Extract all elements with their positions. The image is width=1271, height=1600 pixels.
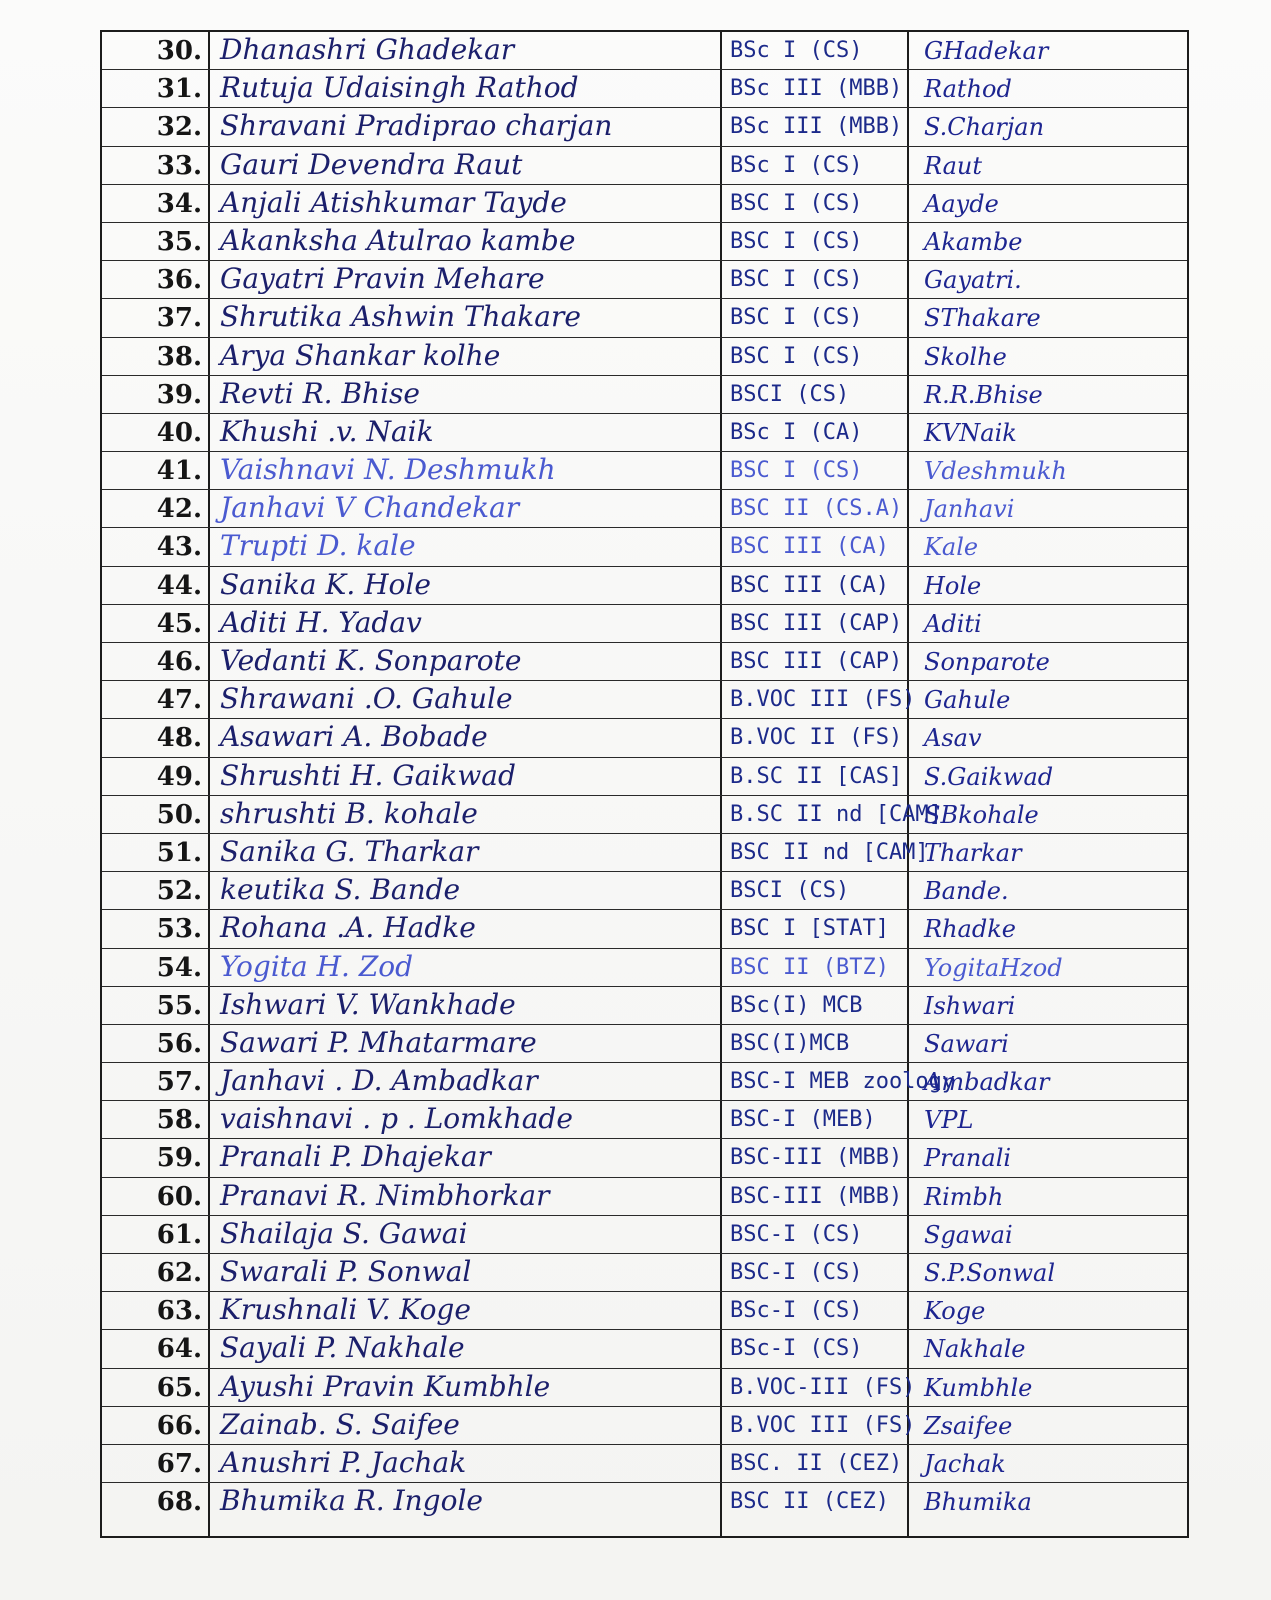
course-class: BSc III (MBB) bbox=[730, 114, 903, 140]
course-class: BSC-I (CS) bbox=[730, 1260, 863, 1285]
table-row bbox=[102, 910, 1187, 948]
course-class: BSc III (MBB) bbox=[730, 76, 903, 102]
table-row bbox=[102, 147, 1187, 185]
signature: Koge bbox=[924, 1297, 986, 1326]
student-name: Vaishnavi N. Deshmukh bbox=[220, 453, 556, 487]
serial-number: 50. bbox=[156, 799, 202, 830]
signature: SBkohale bbox=[924, 800, 1039, 829]
serial-number: 46. bbox=[156, 647, 202, 677]
table-row bbox=[102, 567, 1187, 605]
table-row bbox=[102, 1330, 1187, 1368]
table-row bbox=[102, 987, 1187, 1025]
signature: Nakhale bbox=[924, 1335, 1026, 1364]
table-row bbox=[102, 108, 1187, 146]
table-row bbox=[102, 1063, 1187, 1101]
student-name: Gayatri Pravin Mehare bbox=[220, 262, 545, 296]
course-class: BSc-I (CS) bbox=[730, 1298, 863, 1324]
serial-number: 47. bbox=[156, 685, 202, 716]
course-class: BSC. II (CEZ) bbox=[730, 1450, 903, 1476]
serial-number: 37. bbox=[156, 303, 202, 334]
student-name: Rutuja Udaisingh Rathod bbox=[220, 71, 579, 105]
signature: SThakare bbox=[924, 304, 1041, 333]
student-name: Janhavi V Chandekar bbox=[220, 491, 520, 525]
serial-number: 34. bbox=[156, 188, 202, 219]
serial-number: 67. bbox=[156, 1448, 202, 1479]
signature: Sgawai bbox=[924, 1220, 1013, 1249]
student-name: Zainab. S. Saifee bbox=[220, 1407, 460, 1441]
serial-number: 54. bbox=[156, 952, 202, 983]
serial-number: 53. bbox=[156, 914, 202, 945]
course-class: BSC-III (MBB) bbox=[730, 1145, 903, 1171]
student-name: Janhavi . D. Ambadkar bbox=[220, 1064, 538, 1098]
student-name: Aditi H. Yadav bbox=[220, 605, 422, 639]
student-name: Bhumika R. Ingole bbox=[220, 1484, 483, 1518]
signature: S.P.Sonwal bbox=[924, 1259, 1056, 1287]
course-class: BSCI (CS) bbox=[730, 381, 850, 407]
student-name: Shailaja S. Gawai bbox=[220, 1216, 468, 1250]
course-class: BSC-I MEB zoology bbox=[730, 1069, 956, 1095]
serial-number: 63. bbox=[156, 1296, 202, 1327]
serial-number: 33. bbox=[156, 150, 202, 181]
course-class: BSc I (CA) bbox=[730, 419, 863, 445]
course-class: BSC(I)MCB bbox=[730, 1030, 850, 1056]
signature: Rhadke bbox=[924, 915, 1016, 944]
course-class: BSC I (CS) bbox=[730, 228, 863, 254]
table-row bbox=[102, 528, 1187, 566]
signature: Pranali bbox=[924, 1144, 1012, 1173]
student-name: Pranali P. Dhajekar bbox=[220, 1140, 491, 1174]
table-row bbox=[102, 223, 1187, 261]
table-row bbox=[102, 490, 1187, 528]
course-class: BSC I (CS) bbox=[730, 343, 863, 369]
student-name: vaishnavi . p . Lomkhade bbox=[220, 1102, 573, 1136]
serial-number: 57. bbox=[156, 1067, 202, 1098]
serial-number: 66. bbox=[156, 1410, 202, 1441]
table-row bbox=[102, 261, 1187, 299]
student-name: Sanika K. Hole bbox=[220, 567, 431, 601]
course-class: BSc(I) MCB bbox=[730, 992, 863, 1018]
student-name: Sawari P. Mhatarmare bbox=[220, 1025, 537, 1059]
table-row bbox=[102, 70, 1187, 108]
student-name: Akanksha Atulrao kambe bbox=[220, 223, 576, 257]
table-row bbox=[102, 1025, 1187, 1063]
table-row bbox=[102, 1369, 1187, 1407]
signature: Skolhe bbox=[924, 342, 1007, 371]
attendance-table bbox=[100, 30, 1189, 1538]
table-row bbox=[102, 376, 1187, 414]
table-rows bbox=[102, 32, 1187, 1521]
table-row bbox=[102, 605, 1187, 643]
serial-number: 30. bbox=[156, 36, 202, 66]
signature: Aayde bbox=[924, 189, 999, 218]
course-class: BSC I (CS) bbox=[730, 267, 863, 293]
serial-number: 65. bbox=[156, 1372, 202, 1403]
course-class: BSC-I (MEB) bbox=[730, 1107, 876, 1133]
table-row bbox=[102, 1483, 1187, 1521]
course-class: BSc-I (CS) bbox=[730, 1336, 863, 1362]
serial-number: 39. bbox=[156, 379, 202, 410]
signature: Tharkar bbox=[924, 838, 1022, 867]
course-class: BSc I (CS) bbox=[730, 38, 863, 63]
student-name: Ayushi Pravin Kumbhle bbox=[220, 1369, 551, 1403]
signature: Ambadkar bbox=[924, 1068, 1050, 1097]
student-name: Trupti D. kale bbox=[220, 529, 416, 563]
signature: Sawari bbox=[924, 1029, 1009, 1058]
signature: Bhumika bbox=[924, 1488, 1032, 1517]
table-row bbox=[102, 643, 1187, 681]
serial-number: 32. bbox=[156, 112, 202, 143]
course-class: BSC-III (MBB) bbox=[730, 1183, 903, 1209]
student-name: Sayali P. Nakhale bbox=[220, 1331, 465, 1365]
signature: Zsaifee bbox=[924, 1411, 1013, 1440]
table-row bbox=[102, 834, 1187, 872]
table-row bbox=[102, 1139, 1187, 1177]
table-row bbox=[102, 1101, 1187, 1139]
student-name: shrushti B. kohale bbox=[220, 796, 478, 830]
course-class: BSC I (CS) bbox=[730, 190, 863, 216]
table-row bbox=[102, 758, 1187, 796]
course-class: B.VOC II (FS) bbox=[730, 725, 903, 751]
student-name: Dhanashri Ghadekar bbox=[220, 33, 515, 66]
student-name: Sanika G. Tharkar bbox=[220, 834, 479, 868]
course-class: BSC II (BTZ) bbox=[730, 954, 889, 980]
signature: VPL bbox=[924, 1106, 974, 1135]
course-class: BSC II (CEZ) bbox=[730, 1489, 889, 1515]
signature: S.Gaikwad bbox=[924, 762, 1054, 791]
serial-number: 44. bbox=[156, 570, 202, 601]
serial-number: 43. bbox=[156, 532, 202, 563]
signature: Rimbh bbox=[924, 1182, 1004, 1211]
table-row bbox=[102, 1407, 1187, 1445]
table-row bbox=[102, 338, 1187, 376]
student-name: Anushri P. Jachak bbox=[220, 1445, 467, 1479]
serial-number: 61. bbox=[156, 1219, 202, 1250]
course-class: BSCI (CS) bbox=[730, 878, 850, 904]
serial-number: 38. bbox=[156, 341, 202, 372]
course-class: B.VOC-III (FS) bbox=[730, 1374, 916, 1400]
table-row bbox=[102, 185, 1187, 223]
signature: Rathod bbox=[924, 75, 1012, 104]
table-row bbox=[102, 1254, 1187, 1292]
table-row bbox=[102, 414, 1187, 452]
table-row bbox=[102, 452, 1187, 490]
signature: Gahule bbox=[924, 686, 1011, 715]
signature: Aditi bbox=[924, 609, 982, 638]
signature: Akambe bbox=[924, 227, 1023, 256]
signature: Kale bbox=[924, 533, 979, 562]
student-name: Asawari A. Bobade bbox=[220, 720, 488, 754]
serial-number: 41. bbox=[156, 456, 202, 487]
signature: Vdeshmukh bbox=[924, 457, 1067, 486]
student-name: Pranavi R. Nimbhorkar bbox=[220, 1178, 550, 1212]
serial-number: 59. bbox=[156, 1143, 202, 1174]
table-row bbox=[102, 796, 1187, 834]
serial-number: 51. bbox=[156, 837, 202, 868]
signature: Gayatri. bbox=[924, 266, 1022, 295]
student-name: Anjali Atishkumar Tayde bbox=[220, 185, 567, 219]
signature: YogitaHzod bbox=[924, 953, 1063, 982]
table-row bbox=[102, 1445, 1187, 1483]
table-row bbox=[102, 32, 1187, 70]
signature: Raut bbox=[924, 151, 983, 180]
course-class: B.VOC III (FS) bbox=[730, 687, 916, 713]
signature: GHadekar bbox=[924, 37, 1049, 65]
signature: Kumbhle bbox=[924, 1373, 1033, 1402]
student-name: Shravani Pradiprao charjan bbox=[220, 109, 613, 143]
serial-number: 55. bbox=[156, 990, 202, 1021]
signature: Ishwari bbox=[924, 991, 1016, 1020]
student-name: keutika S. Bande bbox=[220, 873, 461, 907]
table-row bbox=[102, 681, 1187, 719]
signature: Bande. bbox=[924, 877, 1009, 906]
serial-number: 64. bbox=[156, 1334, 202, 1365]
signature: R.R.Bhise bbox=[924, 380, 1043, 409]
course-class: B.SC II nd [CAM] bbox=[730, 801, 942, 827]
student-name: Rohana .A. Hadke bbox=[220, 911, 476, 945]
serial-number: 60. bbox=[156, 1181, 202, 1212]
student-name: Shrushti H. Gaikwad bbox=[220, 758, 516, 792]
course-class: BSC III (CA) bbox=[730, 572, 889, 598]
student-name: Revti R. Bhise bbox=[220, 376, 420, 410]
signature: Jachak bbox=[924, 1449, 1006, 1478]
table-row bbox=[102, 1292, 1187, 1330]
student-name: Khushi .v. Naik bbox=[220, 414, 434, 448]
signature: Asav bbox=[924, 724, 982, 753]
serial-number: 35. bbox=[156, 226, 202, 257]
signature: Hole bbox=[924, 571, 982, 600]
serial-number: 42. bbox=[156, 494, 202, 525]
serial-number: 31. bbox=[156, 74, 202, 105]
course-class: BSC I (CS) bbox=[730, 458, 863, 484]
student-name: Vedanti K. Sonparote bbox=[220, 644, 522, 677]
course-class: BSC III (CAP) bbox=[730, 610, 903, 636]
signature: KVNaik bbox=[924, 418, 1017, 447]
student-name: Shrutika Ashwin Thakare bbox=[220, 300, 581, 334]
course-class: BSC III (CAP) bbox=[730, 649, 903, 674]
student-name: Arya Shankar kolhe bbox=[220, 338, 501, 372]
serial-number: 40. bbox=[156, 417, 202, 448]
table-row bbox=[102, 1178, 1187, 1216]
table-row bbox=[102, 299, 1187, 337]
course-class: BSC II (CS.A) bbox=[730, 496, 903, 522]
signature: Janhavi bbox=[924, 495, 1015, 524]
table-row bbox=[102, 719, 1187, 757]
serial-number: 52. bbox=[156, 876, 202, 907]
course-class: B.VOC III (FS) bbox=[730, 1412, 916, 1438]
serial-number: 68. bbox=[156, 1487, 202, 1518]
course-class: B.SC II [CAS] bbox=[730, 763, 903, 789]
serial-number: 36. bbox=[156, 265, 202, 296]
serial-number: 56. bbox=[156, 1028, 202, 1059]
signature: Sonparote bbox=[924, 648, 1050, 676]
course-class: BSC-I (CS) bbox=[730, 1221, 863, 1247]
serial-number: 58. bbox=[156, 1105, 202, 1136]
student-name: Krushnali V. Koge bbox=[220, 1293, 471, 1327]
course-class: BSC III (CA) bbox=[730, 534, 889, 560]
table-row bbox=[102, 1216, 1187, 1254]
course-class: BSC I (CS) bbox=[730, 305, 863, 331]
student-name: Ishwari V. Wankhade bbox=[220, 987, 516, 1021]
serial-number: 48. bbox=[156, 723, 202, 754]
student-name: Swarali P. Sonwal bbox=[220, 1255, 472, 1288]
course-class: BSc I (CS) bbox=[730, 152, 863, 178]
course-class: BSC I [STAT] bbox=[730, 916, 889, 942]
table-row bbox=[102, 949, 1187, 987]
student-name: Yogita H. Zod bbox=[220, 949, 414, 983]
student-name: Gauri Devendra Raut bbox=[220, 147, 523, 181]
student-name: Shrawani .O. Gahule bbox=[220, 682, 513, 716]
serial-number: 45. bbox=[156, 608, 202, 639]
serial-number: 49. bbox=[156, 761, 202, 792]
signature: S.Charjan bbox=[924, 113, 1045, 142]
serial-number: 62. bbox=[156, 1258, 202, 1288]
course-class: BSC II nd [CAM] bbox=[730, 839, 929, 865]
table-row bbox=[102, 872, 1187, 910]
